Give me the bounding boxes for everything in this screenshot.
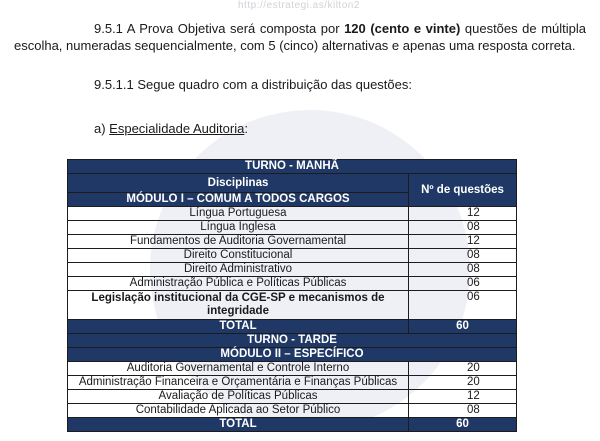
discipline-name: Contabilidade Aplicada ao Setor Público [68, 404, 409, 418]
table-row [68, 221, 517, 235]
col-disciplinas-header: Disciplinas [68, 174, 409, 193]
table-row [68, 174, 517, 193]
question-count: 06 [409, 277, 517, 291]
question-count: 12 [409, 390, 517, 404]
question-count: 06 [409, 291, 517, 320]
section-heading [94, 121, 248, 136]
turno-tarde-header: TURNO - TARDE [68, 334, 517, 348]
discipline-name: Avaliação de Políticas Públicas [68, 390, 409, 404]
discipline-name: Língua Portuguesa [68, 207, 409, 221]
table-row [68, 235, 517, 249]
col-questoes-header: Nº de questões [409, 174, 517, 207]
table-row [68, 348, 517, 362]
question-count: 08 [409, 404, 517, 418]
modulo1-header: MÓDULO I – COMUM A TODOS CARGOS [68, 193, 409, 207]
table-row [68, 362, 517, 376]
table-row [68, 334, 517, 348]
discipline-name: Administração Financeira e Orçamentária e Finanças Públicas [68, 376, 409, 390]
paragraph-9-5-1-1: 9.5.1.1 Segue quadro com a distribuição das questões: [94, 77, 412, 92]
question-count: 12 [409, 207, 517, 221]
p1-suffix: questões de múltipla escolha, numeradas sequencialmente, com 5 (cinco) alternativas e apenas uma resposta correta. [14, 21, 586, 53]
table-row [68, 160, 517, 174]
total-value: 60 [409, 418, 517, 432]
table-row [68, 277, 517, 291]
discipline-name: Administração Pública e Políticas Públicas [68, 277, 409, 291]
total-label: TOTAL [68, 320, 409, 334]
table-row [68, 291, 517, 320]
section-prefix: a) [94, 121, 110, 136]
question-count: 20 [409, 362, 517, 376]
section-suffix: : [244, 121, 248, 136]
questions-table [67, 159, 517, 432]
watermark-url: http://estrategi.as/kilton2 [238, 0, 360, 11]
question-count: 20 [409, 376, 517, 390]
table-row [68, 390, 517, 404]
question-count: 08 [409, 249, 517, 263]
question-count: 08 [409, 221, 517, 235]
total-label: TOTAL [68, 418, 409, 432]
section-title: Especialidade Auditoria [109, 121, 245, 136]
p1-bold: 120 (cento e vinte) [344, 21, 461, 36]
modulo2-header: MÓDULO II – ESPECÍFICO [68, 348, 517, 362]
table-row [68, 249, 517, 263]
discipline-name: Legislação institucional da CGE-SP e mecanismos de integridade [68, 291, 409, 320]
table-row [68, 376, 517, 390]
question-count: 12 [409, 235, 517, 249]
table-row [68, 320, 517, 334]
discipline-name: Direito Constitucional [68, 249, 409, 263]
discipline-name: Auditoria Governamental e Controle Interno [68, 362, 409, 376]
table-row [68, 418, 517, 432]
question-count: 08 [409, 263, 517, 277]
paragraph-9-5-1 [14, 20, 586, 54]
table-row [68, 404, 517, 418]
discipline-name: Direito Administrativo [68, 263, 409, 277]
p1-prefix: 9.5.1 A Prova Objetiva será composta por [94, 21, 345, 36]
discipline-name: Fundamentos de Auditoria Governamental [68, 235, 409, 249]
discipline-name: Língua Inglesa [68, 221, 409, 235]
turno-manha-header: TURNO - MANHÃ [68, 160, 517, 174]
table-row [68, 263, 517, 277]
total-value: 60 [409, 320, 517, 334]
table-row [68, 207, 517, 221]
